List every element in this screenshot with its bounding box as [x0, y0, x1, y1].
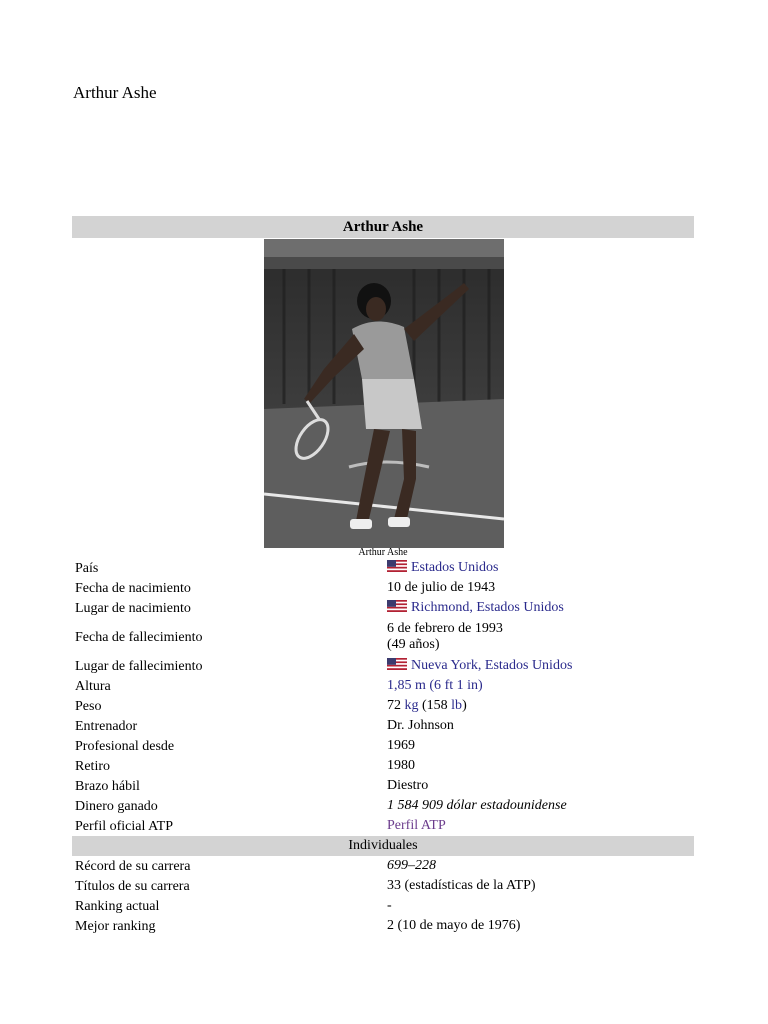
row-altura — [72, 676, 694, 696]
row-peso — [72, 696, 694, 716]
deathplace-link[interactable]: Nueva York, Estados Unidos — [411, 657, 573, 673]
row-perfil-atp — [72, 816, 694, 836]
height-imperial-open: (6 — [429, 678, 442, 693]
row-label: Lugar de nacimiento — [75, 600, 191, 616]
infobox-header: Arthur Ashe — [72, 216, 694, 238]
row-value: 1980 — [387, 758, 415, 773]
us-flag-icon — [387, 658, 407, 675]
row-label: Mejor ranking — [75, 918, 156, 934]
meter-link[interactable]: m — [415, 678, 426, 693]
row-label: Brazo hábil — [75, 778, 140, 794]
row-value: - — [387, 898, 392, 913]
row-label: Títulos de su carrera — [75, 878, 190, 894]
row-label: Altura — [75, 678, 111, 694]
row-value: Dr. Johnson — [387, 718, 454, 733]
row-record — [72, 856, 694, 876]
row-label: Fecha de fallecimiento — [75, 629, 203, 645]
row-label: Récord de su carrera — [75, 858, 191, 874]
photo-container — [72, 238, 694, 558]
row-ranking-actual — [72, 896, 694, 916]
row-label: Retiro — [75, 758, 110, 774]
row-dinero-ganado — [72, 796, 694, 816]
row-pais — [72, 558, 694, 578]
paren-close: ) — [462, 698, 467, 713]
paren-close: ) — [478, 678, 483, 693]
pound-link[interactable]: lb — [451, 698, 463, 713]
section-individuales: Individuales — [72, 836, 694, 856]
height-inches: 1 — [456, 678, 464, 693]
row-value: Diestro — [387, 778, 429, 793]
height-metric: 1,85 — [387, 678, 412, 693]
atp-profile-link[interactable]: Perfil ATP — [387, 818, 446, 833]
row-fecha-fallecimiento — [72, 618, 694, 656]
row-label: Profesional desde — [75, 738, 175, 754]
row-label: Entrenador — [75, 718, 138, 734]
photo-caption: Arthur Ashe — [358, 547, 408, 558]
row-titulos — [72, 876, 694, 896]
kilogram-link[interactable]: kg — [404, 698, 419, 713]
row-value: 33 (estadísticas de la ATP) — [387, 878, 536, 893]
row-label: Dinero ganado — [75, 798, 158, 814]
death-age: (49 años) — [387, 637, 440, 652]
row-label: Fecha de nacimiento — [75, 580, 191, 596]
row-value: 1969 — [387, 738, 415, 753]
row-label: País — [75, 560, 99, 576]
row-mejor-ranking — [72, 916, 694, 936]
row-brazo-habil — [72, 776, 694, 796]
row-lugar-fallecimiento — [72, 656, 694, 676]
row-fecha-nacimiento — [72, 578, 694, 598]
row-profesional-desde — [72, 736, 694, 756]
birthplace-link[interactable]: Richmond, Estados Unidos — [411, 599, 564, 615]
weight-metric: 72 — [387, 698, 401, 713]
row-label: Lugar de fallecimiento — [75, 658, 203, 674]
death-date: 6 de febrero de 1993 — [387, 621, 503, 636]
row-value: 10 de julio de 1943 — [387, 580, 496, 595]
row-value — [387, 698, 694, 714]
row-value: 1 584 909 dólar estadounidense — [387, 798, 567, 813]
row-lugar-nacimiento — [72, 598, 694, 618]
row-label: Peso — [75, 698, 102, 714]
page-title: Arthur Ashe — [73, 83, 157, 102]
foot-link[interactable]: ft — [444, 678, 454, 693]
infobox — [72, 216, 694, 936]
row-value — [387, 678, 694, 694]
us-flag-icon — [387, 560, 407, 577]
row-label: Perfil oficial ATP — [75, 818, 173, 834]
row-value: 2 (10 de mayo de 1976) — [387, 918, 521, 933]
country-link[interactable]: Estados Unidos — [411, 559, 499, 575]
inch-link[interactable]: in — [467, 678, 479, 693]
row-label: Ranking actual — [75, 898, 160, 914]
row-retiro — [72, 756, 694, 776]
player-photo[interactable] — [264, 239, 504, 548]
us-flag-icon — [387, 600, 407, 617]
row-entrenador — [72, 716, 694, 736]
row-value: 699–228 — [387, 858, 436, 873]
weight-imperial-open: (158 — [422, 698, 448, 713]
